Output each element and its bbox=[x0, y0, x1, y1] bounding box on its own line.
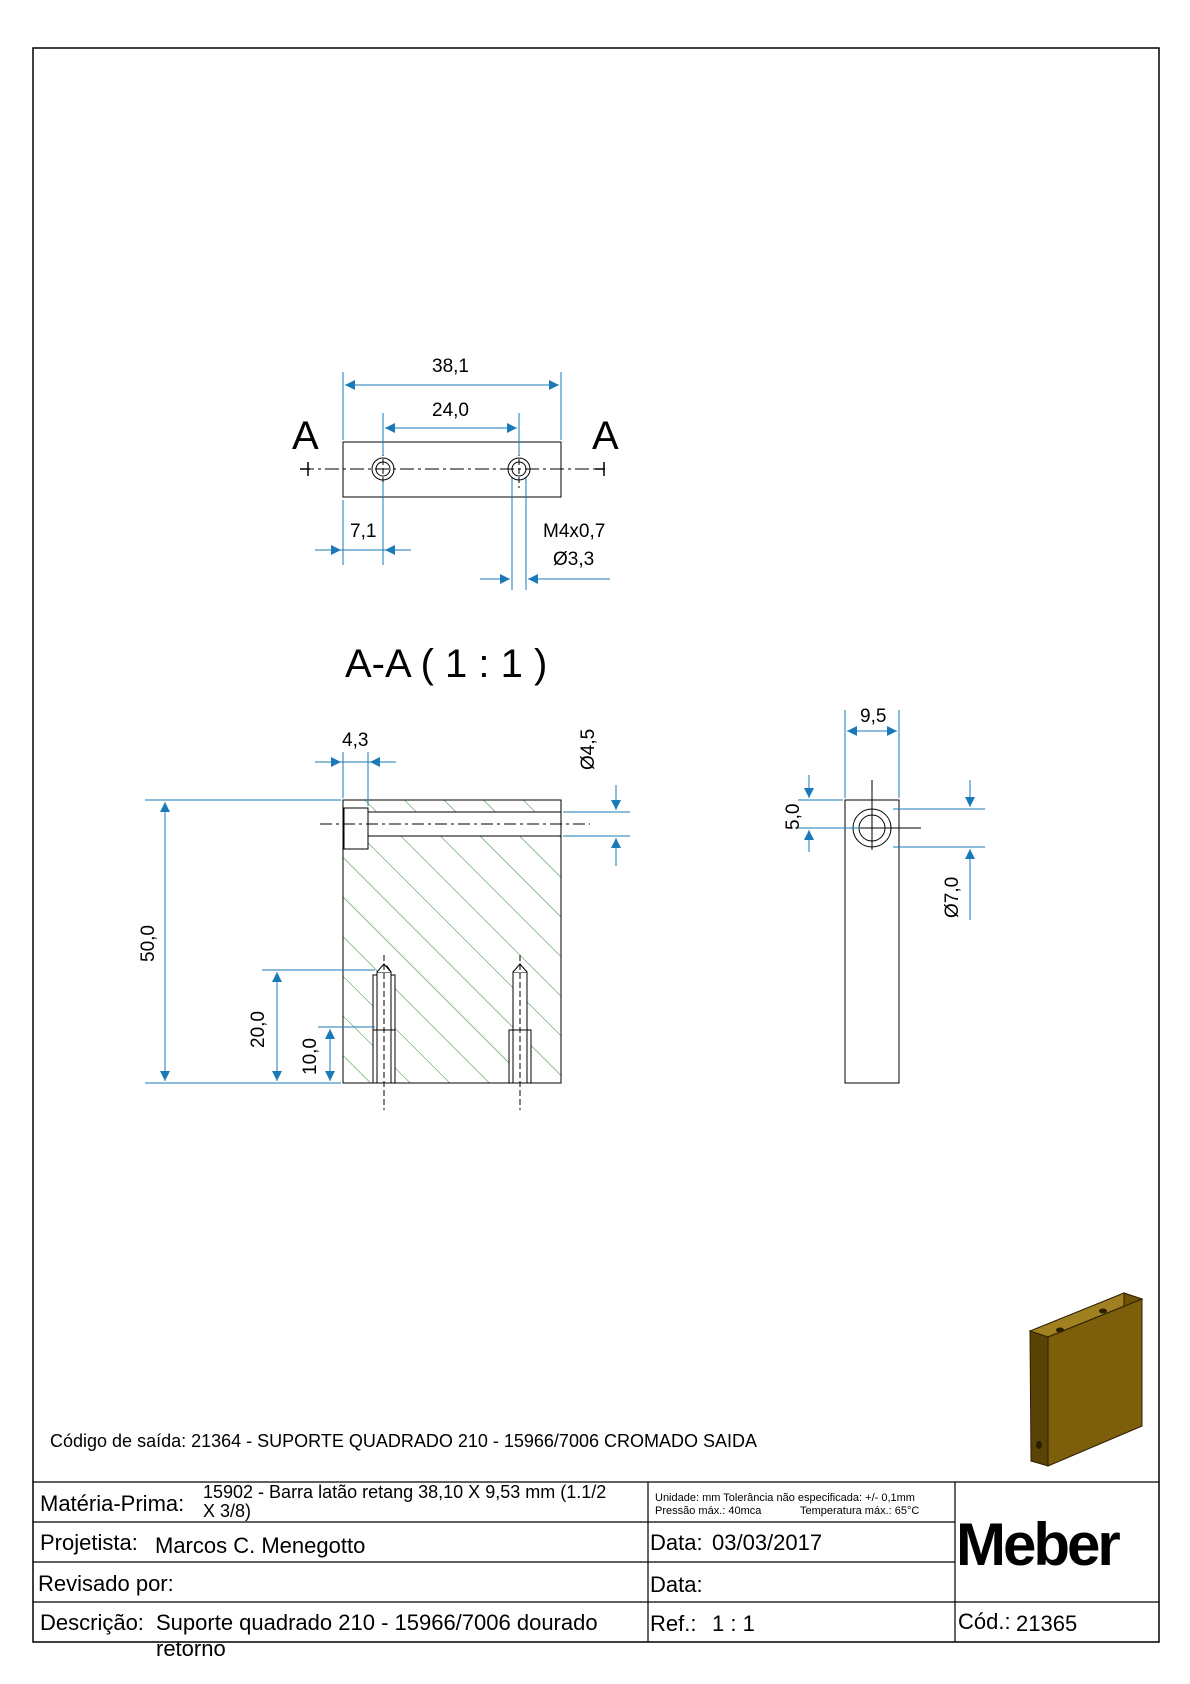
cod-value: 21365 bbox=[1016, 1611, 1078, 1636]
materia-prima-label: Matéria-Prima: bbox=[40, 1491, 185, 1516]
sheet-border bbox=[33, 48, 1159, 1642]
thread-callout: M4x0,7 bbox=[543, 521, 606, 542]
meber-logo: Meber bbox=[956, 1511, 1118, 1578]
dim-thickness: 9,5 bbox=[860, 706, 887, 727]
dim-counterbore-depth: 4,3 bbox=[342, 730, 369, 751]
descricao-label: Descrição: bbox=[40, 1610, 144, 1635]
dim-hole-spacing: 24,0 bbox=[432, 400, 469, 421]
dim-side-hole-diameter: Ø4,5 bbox=[578, 728, 599, 770]
materia-prima-value-line1: 15902 - Barra latão retang 38,10 X 9,53 mm (1.1/2 bbox=[203, 1482, 607, 1502]
projetista-value: Marcos C. Menegotto bbox=[155, 1533, 366, 1558]
dim-height: 50,0 bbox=[138, 925, 159, 962]
dim-counterbore-diameter: Ø7,0 bbox=[942, 876, 963, 918]
descricao-line1: Suporte quadrado 210 - 15966/7006 dourado bbox=[156, 1610, 598, 1635]
part-3d-preview bbox=[1030, 1293, 1142, 1466]
dim-thread-depth: 10,0 bbox=[300, 1038, 321, 1075]
output-code: Código de saída: 21364 - SUPORTE QUADRADO 210 - 15966/7006 CROMADO SAIDA bbox=[50, 1431, 757, 1451]
ref-label: Ref.: bbox=[650, 1611, 697, 1636]
materia-prima-value-line2: X 3/8) bbox=[203, 1501, 252, 1521]
projetista-label: Projetista: bbox=[40, 1530, 138, 1555]
dim-overall-width: 38,1 bbox=[432, 356, 469, 377]
cod-label: Cód.: bbox=[958, 1609, 1011, 1634]
dim-hole-center: 5,0 bbox=[783, 803, 804, 830]
hole-diameter: Ø3,3 bbox=[553, 549, 595, 570]
data-label: Data: bbox=[650, 1530, 703, 1555]
section-view bbox=[145, 752, 630, 1110]
temperatura-note: Temperatura máx.: 65°C bbox=[800, 1505, 920, 1517]
unidade-note: Unidade: mm Tolerância não especificada: +/- 0,1mm bbox=[655, 1492, 915, 1504]
section-marker-right: A bbox=[592, 414, 619, 458]
descricao-line2: retorno bbox=[156, 1636, 226, 1661]
section-title: A-A ( 1 : 1 ) bbox=[345, 642, 548, 686]
dim-hole-offset: 7,1 bbox=[350, 521, 377, 542]
data2-label: Data: bbox=[650, 1572, 703, 1597]
materia-prima-value bbox=[203, 1483, 606, 1521]
section-marker-left: A bbox=[292, 414, 319, 458]
pressao-note: Pressão máx.: 40mca bbox=[655, 1505, 762, 1517]
descricao-value bbox=[156, 1610, 598, 1662]
data-value: 03/03/2017 bbox=[712, 1530, 823, 1555]
dim-hole-depth: 20,0 bbox=[248, 1011, 269, 1048]
ref-value: 1 : 1 bbox=[712, 1611, 755, 1636]
revisado-label: Revisado por: bbox=[38, 1571, 174, 1596]
